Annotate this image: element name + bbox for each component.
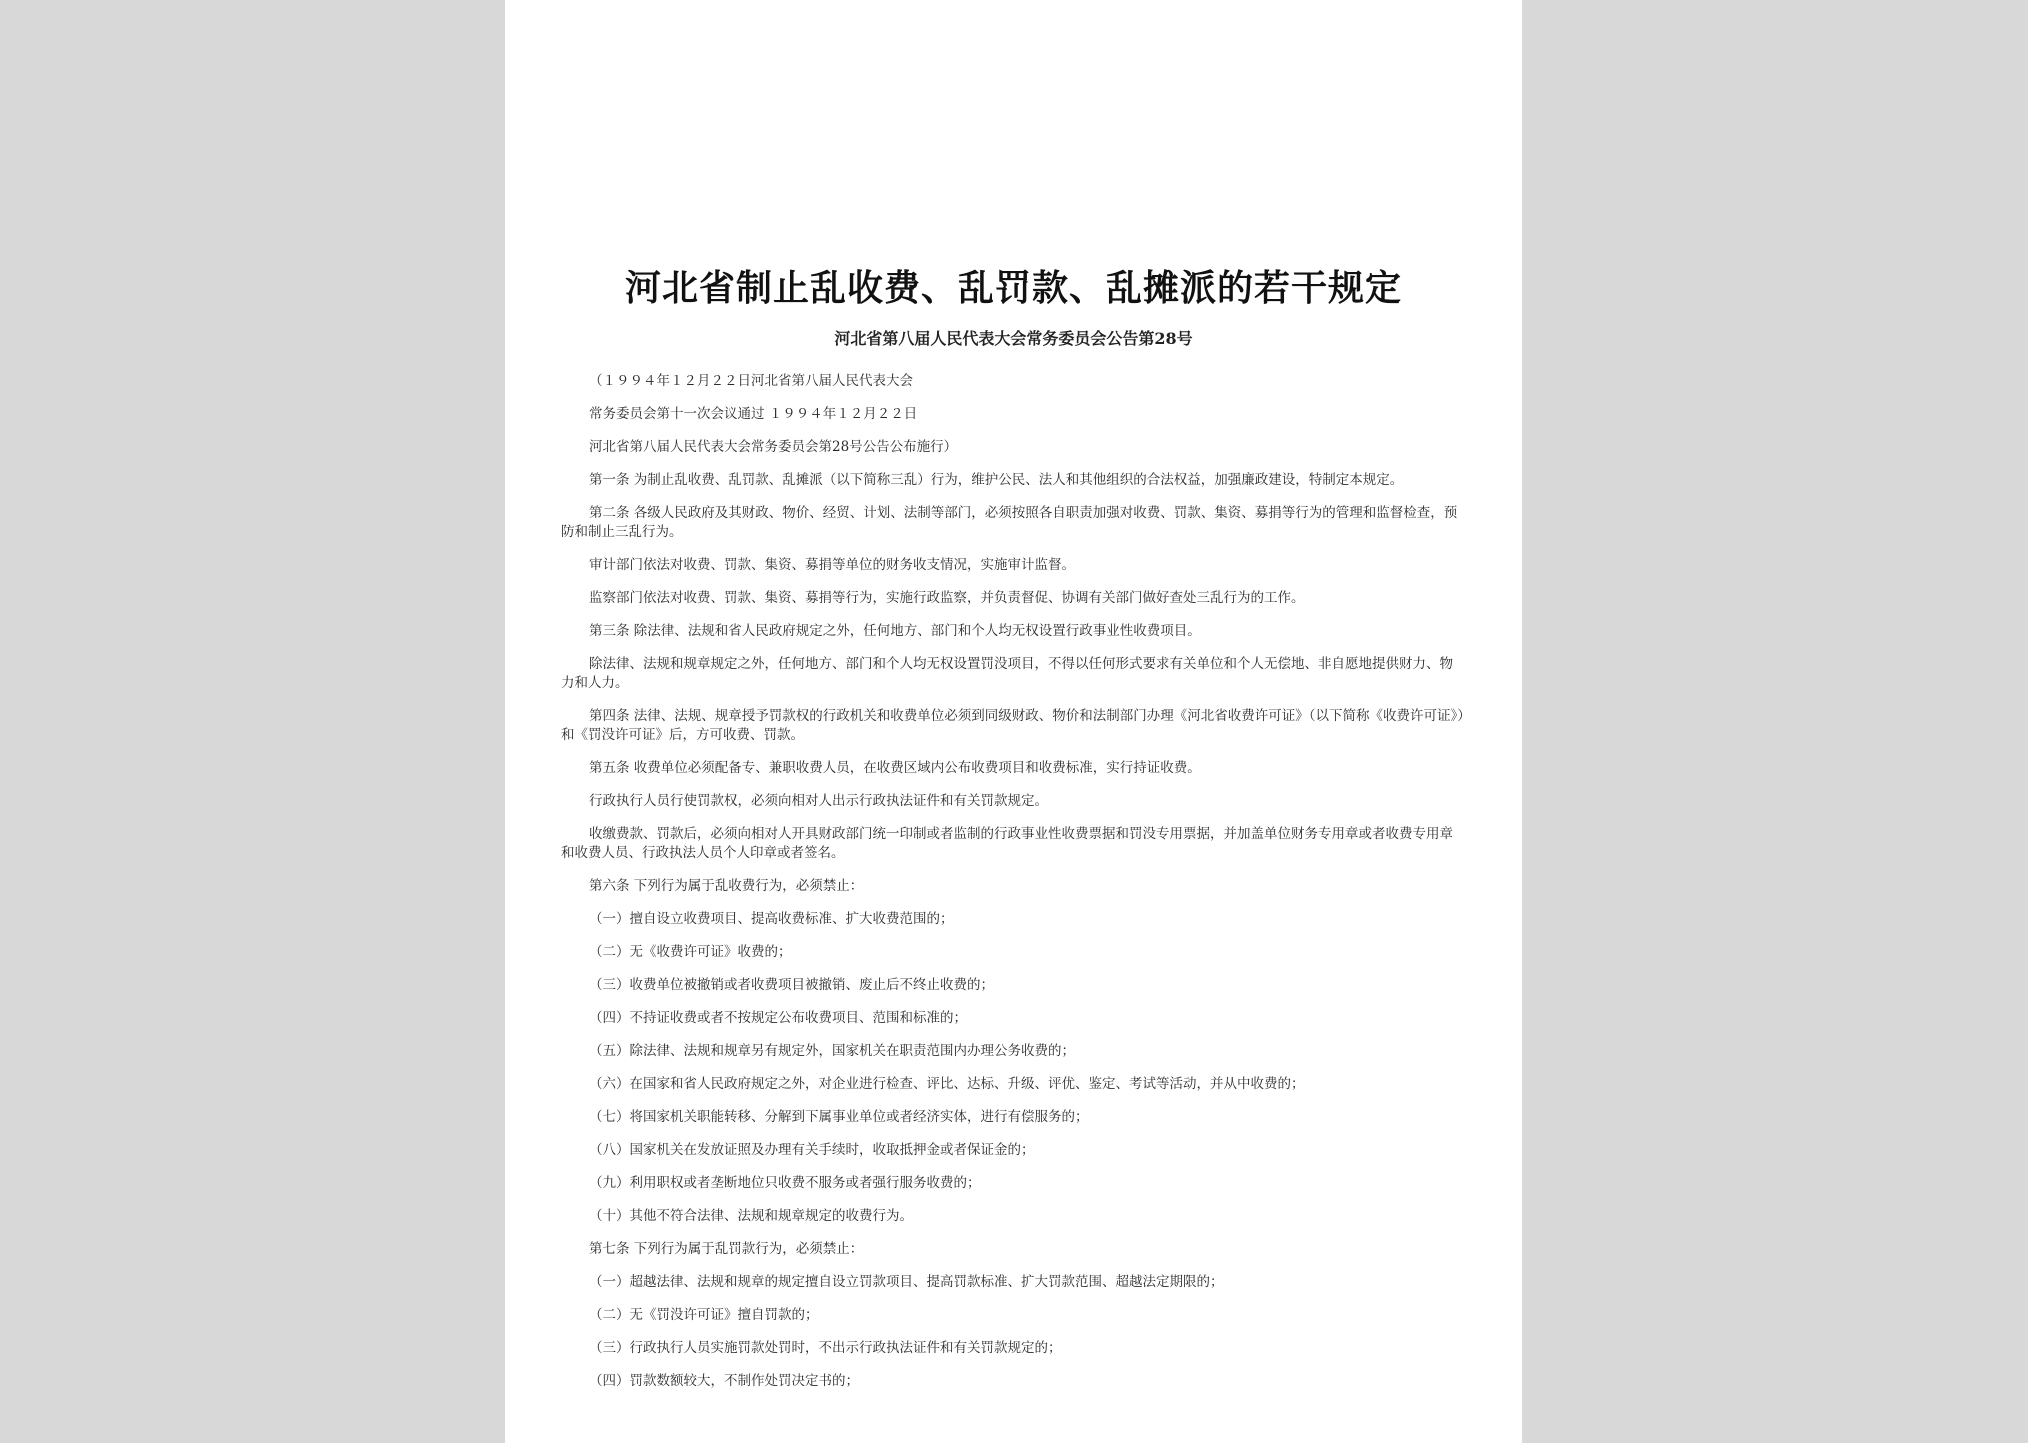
document-paragraph: （六）在国家和省人民政府规定之外，对企业进行检查、评比、达标、升级、评优、鉴定、考试等活动，并从中收费的； — [589, 1076, 1305, 1092]
document-paragraph: （二）无《收费许可证》收费的； — [589, 944, 792, 960]
document-paragraph: （八）国家机关在发放证照及办理有关手续时，收取抵押金或者保证金的； — [589, 1142, 1035, 1158]
document-subtitle: 河北省第八届人民代表大会常务委员会公告第28号 — [834, 329, 1193, 348]
document-paragraph: （二）无《罚没许可证》擅自罚款的； — [589, 1307, 819, 1323]
document-paragraph: （四）不持证收费或者不按规定公布收费项目、范围和标准的； — [589, 1010, 967, 1026]
document-paragraph: （五）除法律、法规和规章另有规定外，国家机关在职责范围内办理公务收费的； — [589, 1043, 1075, 1059]
document-paragraph: 第六条 下列行为属于乱收费行为，必须禁止： — [589, 878, 864, 894]
document-paragraph: 河北省第八届人民代表大会常务委员会第28号公告公布施行） — [589, 439, 958, 455]
document-paragraph: （三）收费单位被撤销或者收费项目被撤销、废止后不终止收费的； — [589, 977, 994, 993]
document-paragraph: 第五条 收费单位必须配备专、兼职收费人员，在收费区域内公布收费项目和收费标准，实行持证收费。 — [589, 760, 1201, 776]
document-paragraph: （三）行政执行人员实施罚款处罚时，不出示行政执法证件和有关罚款规定的； — [589, 1340, 1062, 1356]
document-paragraph: 行政执行人员行使罚款权，必须向相对人出示行政执法证件和有关罚款规定。 — [589, 793, 1048, 809]
document-title: 河北省制止乱收费、乱罚款、乱摊派的若干规定 — [624, 267, 1402, 309]
document-paragraph: （四）罚款数额较大，不制作处罚决定书的； — [589, 1373, 859, 1389]
document-paragraph: 第七条 下列行为属于乱罚款行为，必须禁止： — [589, 1241, 864, 1257]
document-paragraph: 常务委员会第十一次会议通过 １９９４年１２月２２日 — [589, 406, 918, 422]
document-paragraph: 第一条 为制止乱收费、乱罚款、乱摊派（以下简称三乱）行为，维护公民、法人和其他组织的合法权益，加强廉政建设，特制定本规定。 — [589, 472, 1404, 488]
document-page — [505, 0, 1522, 1443]
document-paragraph: （一）擅自设立收费项目、提高收费标准、扩大收费范围的； — [589, 911, 954, 927]
document-paragraph: 第二条 各级人民政府及其财政、物价、经贸、计划、法制等部门，必须按照各自职责加强对收费、罚款、集资、募捐等行为的管理和监督检查，预防和制止三乱行为。 — [561, 505, 1458, 540]
document-paragraph: （七）将国家机关职能转移、分解到下属事业单位或者经济实体，进行有偿服务的； — [589, 1109, 1089, 1125]
document-paragraph: 审计部门依法对收费、罚款、集资、募捐等单位的财务收支情况，实施审计监督。 — [589, 557, 1075, 573]
document-paragraph: （十）其他不符合法律、法规和规章规定的收费行为。 — [589, 1208, 913, 1224]
document-paragraph: 收缴费款、罚款后，必须向相对人开具财政部门统一印制或者监制的行政事业性收费票据和罚没专用票据，并加盖单位财务专用章或者收费专用章和收费人员、行政执法人员个人印章或者签名。 — [561, 826, 1453, 861]
document-paragraph: 第三条 除法律、法规和省人民政府规定之外，任何地方、部门和个人均无权设置行政事业性收费项目。 — [589, 623, 1201, 639]
document-paragraph: 除法律、法规和规章规定之外，任何地方、部门和个人均无权设置罚没项目，不得以任何形式要求有关单位和个人无偿地、非自愿地提供财力、物力和人力。 — [561, 656, 1453, 691]
document-paragraph: 监察部门依法对收费、罚款、集资、募捐等行为，实施行政监察，并负责督促、协调有关部门做好查处三乱行为的工作。 — [589, 590, 1305, 606]
document-paragraph: 第四条 法律、法规、规章授予罚款权的行政机关和收费单位必须到同级财政、物价和法制部门办理《河北省收费许可证》（以下简称《收费许可证》）和《罚没许可证》后，方可收费、罚款。 — [561, 708, 1465, 743]
document-paragraph: （一）超越法律、法规和规章的规定擅自设立罚款项目、提高罚款标准、扩大罚款范围、超越法定期限的； — [589, 1274, 1224, 1290]
document-paragraph: （九）利用职权或者垄断地位只收费不服务或者强行服务收费的； — [589, 1175, 981, 1191]
document-paragraph: （１９９４年１２月２２日河北省第八届人民代表大会 — [589, 373, 913, 389]
document-body — [561, 372, 1466, 1405]
